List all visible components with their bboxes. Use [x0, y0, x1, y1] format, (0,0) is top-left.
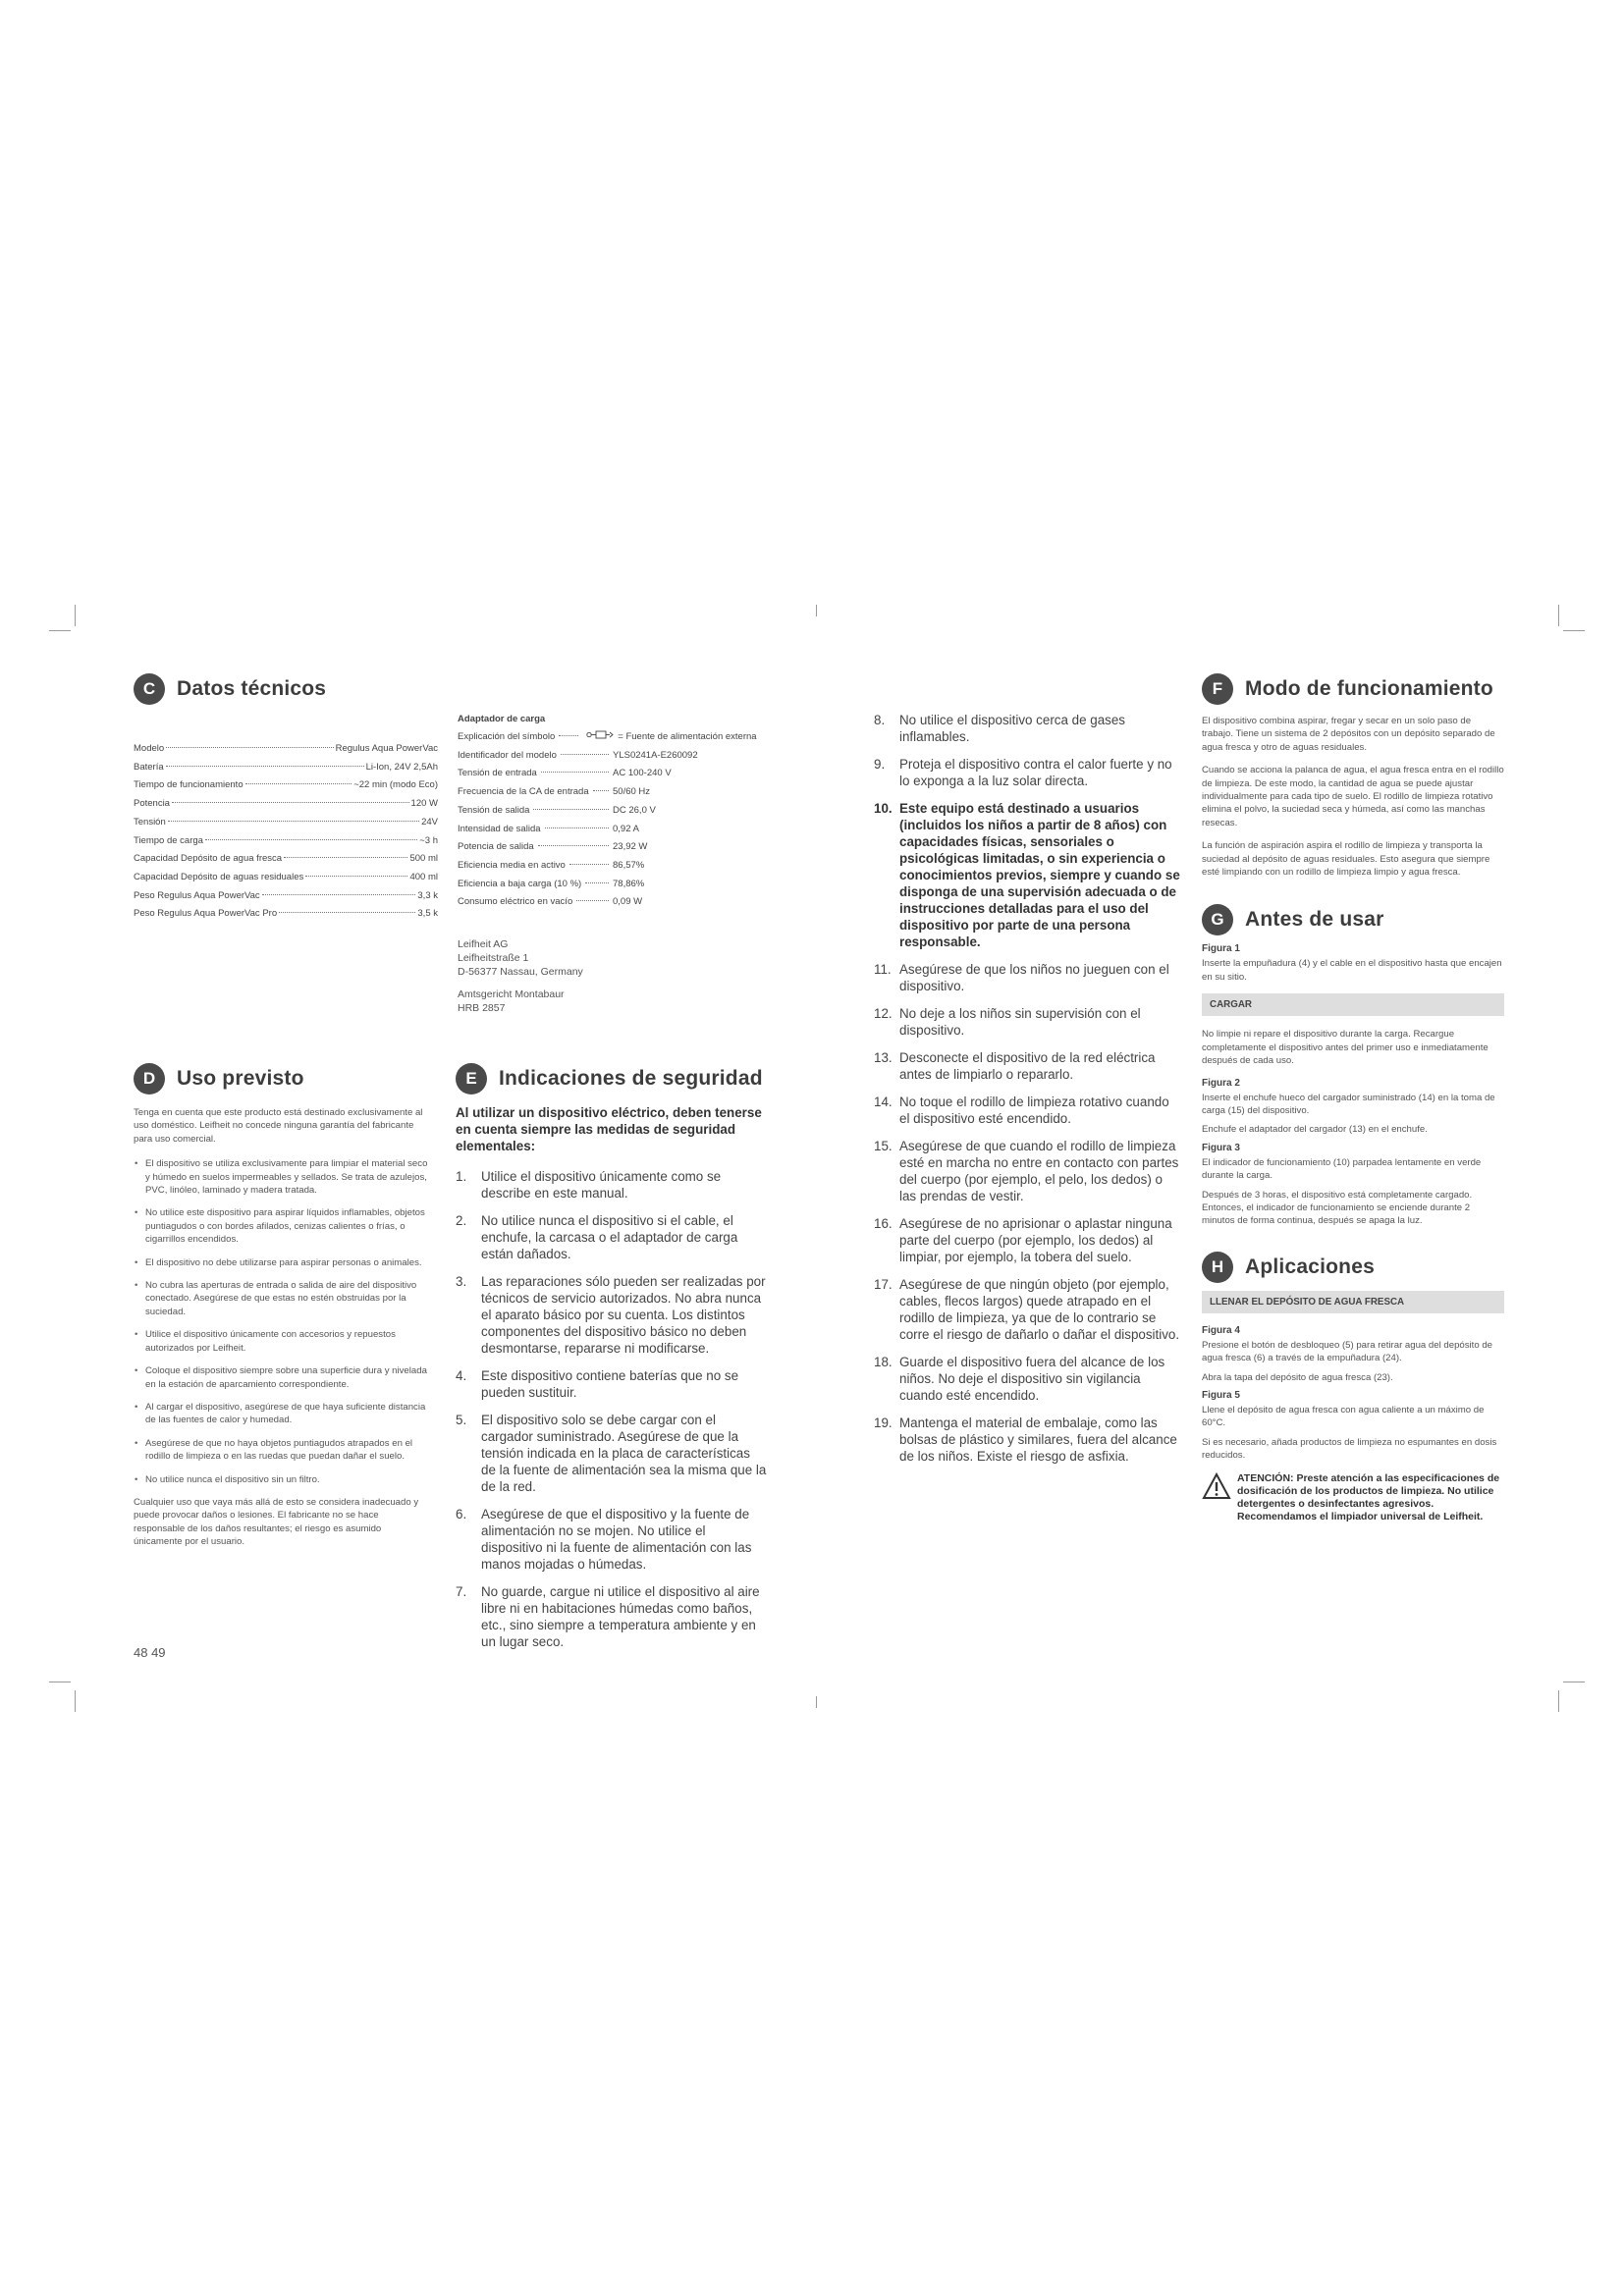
company-address [458, 937, 772, 1015]
safety-item-text: No guarde, cargue ni utilice el dispositivo al aire libre ni en habitaciones húmedas como baños, etc., sino siempre a temperatura ambiente y en un lugar seco. [481, 1584, 760, 1649]
safety-item-text: El dispositivo solo se debe cargar con el cargador suministrado. Asegúrese de que la tensión indicada en la placa de características de la fuente de alimentación sea la misma que la de la red. [481, 1413, 767, 1494]
section-title: Uso previsto [177, 1067, 304, 1090]
spec-row [134, 832, 438, 851]
adapter-label: Consumo eléctrico en vacío [458, 893, 613, 912]
safety-item [874, 800, 1182, 950]
section-title: Indicaciones de seguridad [499, 1067, 763, 1090]
leader-dots [538, 845, 609, 846]
intro-paragraph: Tenga en cuenta que este producto está destinado exclusivamente al uso doméstico. Leifheit no concede ninguna garantía del fabricante para uso comercial. [134, 1107, 423, 1145]
safety-item-text: No utilice nunca el dispositivo si el cable, el enchufe, la carcasa o el adaptador de carga están dañados. [481, 1213, 738, 1261]
figure-label: Figura 5 [1202, 1389, 1240, 1401]
safety-item-number: 7. [456, 1584, 467, 1599]
safety-item-number: 10. [874, 801, 893, 816]
safety-item-text: Las reparaciones sólo pueden ser realizadas por técnicos de servicio autorizados. No abra nunca el aparato básico por su cuenta. Los distintos componentes del dispositivo básico no deben desmontarse, repararse ni modificarse. [481, 1274, 766, 1356]
crop-mark [816, 1696, 817, 1708]
safety-list-continued [874, 712, 1182, 1475]
spec-value: ~3 h [419, 834, 438, 846]
spec-table [134, 740, 438, 924]
usage-bullet: • Coloque el dispositivo siempre sobre una superficie dura y nivelada en la estación de aparcamiento correspondiente. [134, 1364, 432, 1391]
section-letter-badge: G [1202, 904, 1233, 935]
safety-item-text: Asegúrese de no aprisionar o aplastar ninguna parte del cuerpo (por ejemplo, los dedos) al limpiar, por ejemplo, la tobera del suelo. [899, 1216, 1172, 1264]
adapter-label: Eficiencia media en activo [458, 857, 613, 876]
section-heading [1202, 673, 1504, 705]
spec-label: Tiempo de carga [134, 834, 203, 846]
figure-label: Figura 2 [1202, 1077, 1240, 1089]
section-antes-de-usar [1202, 904, 1504, 1227]
mode-paragraphs [1202, 715, 1504, 879]
adapter-value: AC 100-240 V [613, 768, 672, 779]
usage-bullet: • Al cargar el dispositivo, asegúrese de que haya suficiente distancia de las fuentes de calor y humedad. [134, 1401, 432, 1427]
safety-item-number: 5. [456, 1413, 467, 1427]
safety-item [874, 1276, 1182, 1343]
leader-dots [541, 772, 609, 773]
safety-item [874, 1415, 1182, 1465]
usage-bullet: • No utilice este dispositivo para aspirar líquidos inflamables, objetos puntiagudos o con bordes afilados, cenizas calientes o frías, o cigarrillos encendidos. [134, 1206, 432, 1246]
spec-label: Modelo [134, 743, 165, 754]
safety-item [874, 961, 1182, 994]
safety-item-text: Este dispositivo contiene baterías que no se pueden sustituir. [481, 1368, 739, 1400]
spec-value: 400 ml [409, 871, 438, 882]
safety-item-number: 17. [874, 1277, 893, 1292]
figure-text: Presione el botón de desbloqueo (5) para retirar agua del depósito de agua fresca (6) a través de la empuñadura (24). [1202, 1339, 1493, 1364]
adapter-symbol-row [458, 728, 772, 747]
safety-item [874, 1215, 1182, 1265]
safety-item-number: 2. [456, 1213, 467, 1228]
subsection-bar: LLENAR EL DEPÓSITO DE AGUA FRESCA [1202, 1291, 1504, 1313]
section-heading [134, 673, 438, 705]
address-line: D-56377 Nassau, Germany [458, 966, 583, 979]
figure-text: Abra la tapa del depósito de agua fresca (23). [1202, 1371, 1393, 1383]
mode-paragraph: El dispositivo combina aspirar, fregar y secar en un solo paso de trabajo. Tiene un sistema de 2 depósitos con un depósito separado de agua fresca y otro de aguas residuales. [1202, 716, 1495, 753]
safety-item-text: Proteja el dispositivo contra el calor fuerte y no lo exponga a la luz solar directa. [899, 757, 1172, 788]
section-indicaciones-seguridad [456, 1063, 768, 1661]
usage-bullet: • No cubra las aperturas de entrada o salida de aire del dispositivo conectado. Asegúrese de que estas no estén obstruidas por la suciedad. [134, 1279, 432, 1318]
leader-dots [559, 735, 578, 736]
usage-bullet: • El dispositivo no debe utilizarse para aspirar personas o animales. [134, 1256, 432, 1269]
figure-text: El indicador de funcionamiento (10) parpadea lentamente en verde durante la carga. [1202, 1156, 1482, 1182]
adapter-row [458, 747, 772, 766]
leader-dots [166, 747, 333, 748]
safety-item-number: 12. [874, 1006, 893, 1021]
adapter-symbol-value: = Fuente de alimentación externa [618, 731, 757, 742]
adapter-row [458, 783, 772, 802]
safety-item-text: Desconecte el dispositivo de la red eléctrica antes de limpiarlo o repararlo. [899, 1050, 1156, 1082]
safety-item-text: Mantenga el material de embalaje, como las bolsas de plástico y similares, fuera del alcance de los niños. Existe el riesgo de asfixia. [899, 1415, 1177, 1464]
safety-item [456, 1212, 768, 1262]
crop-mark [1558, 605, 1559, 626]
safety-item [874, 712, 1182, 745]
safety-intro: Al utilizar un dispositivo eléctrico, deben tenerse en cuenta siempre las medidas de seguridad elementales: [456, 1105, 762, 1153]
spec-value: Regulus Aqua PowerVac [335, 743, 438, 754]
safety-item [874, 1005, 1182, 1039]
leader-dots [533, 809, 609, 810]
section-letter-badge: H [1202, 1252, 1233, 1283]
adapter-value: 50/60 Hz [613, 786, 651, 798]
safety-item [456, 1412, 768, 1495]
address-line [458, 979, 772, 988]
section-heading [456, 1063, 768, 1095]
usage-bullet: • Asegúrese de que no haya objetos puntiagudos atrapados en el rodillo de limpieza o en las ruedas que puedan dañar el suelo. [134, 1437, 432, 1464]
safety-item [456, 1506, 768, 1573]
address-line: Leifheitstraße 1 [458, 952, 529, 965]
leader-dots [284, 857, 407, 858]
section-heading [1202, 904, 1504, 935]
section-title: Modo de funcionamiento [1245, 677, 1493, 700]
safety-item-text: Utilice el dispositivo únicamente como se describe en este manual. [481, 1169, 722, 1201]
leader-dots [245, 783, 352, 784]
leader-dots [593, 790, 609, 791]
safety-item-text: Asegúrese de que cuando el rodillo de limpieza esté en marcha no entre en contacto con partes del cuerpo (por ejemplo, el pelo, los dedos) o las prendas de vestir. [899, 1139, 1179, 1203]
spec-value: 3,3 k [417, 889, 438, 901]
subsection-bar: CARGAR [1202, 993, 1504, 1016]
figure-label: Figura 3 [1202, 1142, 1240, 1153]
safety-item [874, 756, 1182, 789]
figure-text: Llene el depósito de agua fresca con agua caliente a un máximo de 60°C. [1202, 1404, 1485, 1429]
adapter-title: Adaptador de carga [458, 714, 546, 724]
safety-item-number: 3. [456, 1274, 467, 1289]
safety-item [456, 1583, 768, 1650]
page-numbers: 48 49 [134, 1645, 166, 1660]
section-aplicaciones [1202, 1252, 1504, 1523]
figure-label: Figura 1 [1202, 943, 1240, 955]
safety-item-number: 9. [874, 757, 886, 772]
adapter-value: DC 26,0 V [613, 804, 656, 816]
adapter-value: 86,57% [613, 859, 645, 871]
figure-text: Inserte el enchufe hueco del cargador suministrado (14) en la toma de carga (15) del dispositivo. [1202, 1092, 1495, 1116]
adapter-symbol-label: Explicación del símbolo [458, 731, 556, 742]
spec-value: 120 W [410, 798, 438, 810]
safety-item-number: 6. [456, 1507, 467, 1522]
leader-dots [576, 900, 609, 901]
section-datos-tecnicos [134, 673, 438, 924]
safety-item-number: 16. [874, 1216, 893, 1231]
spec-label: Batería [134, 761, 164, 773]
adapter-label: Frecuencia de la CA de entrada [458, 783, 613, 802]
section-heading [1202, 1252, 1504, 1283]
leader-dots [279, 912, 415, 913]
safety-item-number: 13. [874, 1050, 893, 1065]
section-uso-previsto [134, 1063, 432, 1559]
adapter-value: 0,92 A [613, 823, 639, 834]
adapter-row [458, 765, 772, 783]
adapter-row [458, 821, 772, 839]
safety-item [874, 1354, 1182, 1404]
leader-dots [168, 821, 419, 822]
spec-row [134, 759, 438, 777]
leader-dots [569, 864, 609, 865]
warning-box [1202, 1472, 1504, 1523]
safety-item-text: No utilice el dispositivo cerca de gases inflamables. [899, 713, 1125, 744]
safety-item-text: Asegúrese de que el dispositivo y la fuente de alimentación no se mojen. No utilice el dispositivo ni la fuente de alimentación con las manos mojadas o húmedas. [481, 1507, 752, 1572]
safety-item-number: 4. [456, 1368, 467, 1383]
spec-row [134, 887, 438, 906]
safety-item [874, 1049, 1182, 1083]
address-line: Leifheit AG [458, 938, 509, 951]
safety-item-text: No toque el rodillo de limpieza rotativo cuando el dispositivo esté encendido. [899, 1095, 1169, 1126]
spec-row [134, 905, 438, 924]
adapter-value: 0,09 W [613, 896, 643, 908]
mode-paragraph: La función de aspiración aspira el rodillo de limpieza y transporta la suciedad al depósito de aguas residuales. Esto asegura que siempre esté limpiando con un rodillo de limpieza limpio y agua fresca. [1202, 840, 1490, 879]
adapter-label: Identificador del modelo [458, 747, 613, 766]
adapter-row [458, 802, 772, 821]
spec-label: Tensión [134, 816, 166, 828]
spec-label: Capacidad Depósito de aguas residuales [134, 871, 304, 882]
section-modo-funcionamiento [1202, 673, 1504, 1523]
spec-label: Tiempo de funcionamiento [134, 779, 244, 791]
spec-value: 500 ml [409, 853, 438, 865]
safety-item-number: 19. [874, 1415, 893, 1430]
section-letter-badge: D [134, 1063, 165, 1095]
safety-item-text: Este equipo está destinado a usuarios (incluidos los niños a partir de 8 años) con capacidades físicas, sensoriales o psicológicas limitadas, o sin experiencia o conocimientos previos, siempre y cuando se disponga de una supervisión adecuada o de instrucciones detalladas para el uso del dispositivo por parte de una persona responsable. [899, 801, 1180, 949]
crop-mark [49, 630, 71, 631]
safety-item [874, 1138, 1182, 1204]
closing-paragraph: Cualquier uso que vaya más allá de esto se considera inadecuado y puede provocar daños o lesiones. El fabricante no se hace responsable de los daños resultantes; el riesgo es asumido únicamente por el usuario. [134, 1496, 419, 1548]
figure-text: Inserte la empuñadura (4) y el cable en el dispositivo hasta que encajen en su sitio. [1202, 958, 1502, 983]
section-title: Datos técnicos [177, 677, 327, 700]
figure-text: Si es necesario, añada productos de limpieza no espumantes en dosis reducidos. [1202, 1436, 1497, 1462]
spec-row [134, 850, 438, 869]
adapter-value: 78,86% [613, 878, 645, 889]
section-title: Aplicaciones [1245, 1255, 1375, 1278]
leader-dots [305, 876, 407, 877]
leader-dots [585, 882, 609, 883]
spec-row [134, 869, 438, 887]
crop-mark [1558, 1690, 1559, 1712]
adapter-row [458, 876, 772, 894]
spec-row [134, 814, 438, 832]
adapter-label: Tensión de entrada [458, 765, 613, 783]
spec-label: Capacidad Depósito de agua fresca [134, 853, 283, 865]
usage-bullet: • El dispositivo se utiliza exclusivamente para limpiar el material seco y húmedo en suelos impermeables y sellados. Se trata de azulejos, PVC, linóleo, laminado y madera tratada. [134, 1157, 432, 1197]
mode-paragraph: Cuando se acciona la palanca de agua, el agua fresca entra en el rodillo de limpieza. De este modo, la cantidad de agua se puede ajustar individualmente para cada tipo de suelo. El rodillo de limpieza rotativo elimina el polvo, la suciedad seca y húmeda, así como las manchas resecas. [1202, 765, 1504, 828]
safety-item-text: Asegúrese de que los niños no jueguen con el dispositivo. [899, 962, 1169, 993]
leader-dots [262, 894, 416, 895]
figure-label: Figura 4 [1202, 1324, 1240, 1336]
section-heading [134, 1063, 432, 1095]
usage-bullet-list [134, 1157, 432, 1486]
external-power-supply-icon [585, 730, 615, 739]
safety-item-text: Guarde el dispositivo fuera del alcance de los niños. No deje el dispositivo sin vigilancia cuando esté encendido. [899, 1355, 1165, 1403]
adapter-row [458, 838, 772, 857]
safety-list-part-2 [874, 712, 1182, 1465]
spec-label: Peso Regulus Aqua PowerVac [134, 889, 260, 901]
leader-dots [172, 802, 409, 803]
adapter-row [458, 893, 772, 912]
adapter-value: 23,92 W [613, 841, 648, 853]
adapter-label: Tensión de salida [458, 802, 613, 821]
safety-item [456, 1168, 768, 1201]
spec-value: Li-Ion, 24V 2,5Ah [365, 761, 438, 773]
charge-note: No limpie ni repare el dispositivo durante la carga. Recargue completamente el dispositivo antes del primer uso e inmediatamente después de cada uso. [1202, 1029, 1489, 1067]
safety-item-number: 18. [874, 1355, 893, 1369]
usage-bullet: • No utilice nunca el dispositivo sin un filtro. [134, 1473, 432, 1486]
spec-row [134, 795, 438, 814]
safety-item-number: 15. [874, 1139, 893, 1153]
safety-item-number: 11. [874, 962, 892, 977]
leader-dots [561, 754, 609, 755]
warning-text: ATENCIÓN: Preste atención a las especificaciones de dosificación de los productos de limpieza. No utilice detergentes o desinfectantes agresivos. Recomendamos el limpiador universal de Leifheit. [1237, 1471, 1500, 1522]
section-letter-badge: F [1202, 673, 1233, 705]
safety-item-text: Asegúrese de que ningún objeto (por ejemplo, cables, flecos largos) quede atrapado en el rodillo de limpieza, ya que de lo contrario se corre el riesgo de dañarlo o dañar el dispositivo. [899, 1277, 1180, 1342]
adapter-label: Eficiencia a baja carga (10 %) [458, 876, 613, 894]
spec-label: Potencia [134, 798, 170, 810]
section-letter-badge: E [456, 1063, 487, 1095]
crop-mark [816, 605, 817, 616]
safety-item-text: No deje a los niños sin supervisión con el dispositivo. [899, 1006, 1141, 1038]
leader-dots [205, 839, 417, 840]
safety-list-part-1 [456, 1168, 768, 1650]
spec-row [134, 776, 438, 795]
warning-triangle-icon [1202, 1472, 1231, 1500]
spec-value: 24V [421, 816, 438, 828]
adapter-table [458, 747, 772, 912]
safety-item [456, 1367, 768, 1401]
figure-text: Después de 3 horas, el dispositivo está completamente cargado. Entonces, el indicador de funcionamiento se enciende durante 2 minutos de forma continua, después se apaga la luz. [1202, 1189, 1473, 1227]
spec-value: ~22 min (modo Eco) [353, 779, 438, 791]
crop-mark [1563, 630, 1585, 631]
safety-item [874, 1094, 1182, 1127]
adapter-specs [458, 714, 772, 1015]
adapter-row [458, 857, 772, 876]
address-line: HRB 2857 [458, 1002, 506, 1015]
spec-label: Peso Regulus Aqua PowerVac Pro [134, 908, 278, 920]
crop-mark [75, 1690, 76, 1712]
safety-item-number: 8. [874, 713, 886, 727]
adapter-label: Potencia de salida [458, 838, 613, 857]
adapter-label: Intensidad de salida [458, 821, 613, 839]
usage-bullet: • Utilice el dispositivo únicamente con accesorios y repuestos autorizados por Leifheit. [134, 1328, 432, 1355]
crop-mark [75, 605, 76, 626]
spec-row [134, 740, 438, 759]
section-letter-badge: C [134, 673, 165, 705]
address-line: Amtsgericht Montabaur [458, 988, 565, 1001]
safety-item-number: 1. [456, 1169, 467, 1184]
safety-item-number: 14. [874, 1095, 893, 1109]
adapter-value: YLS0241A-E260092 [613, 749, 698, 761]
section-title: Antes de usar [1245, 908, 1384, 932]
figure-text: Enchufe el adaptador del cargador (13) en el enchufe. [1202, 1124, 1428, 1136]
spec-value: 3,5 k [417, 908, 438, 920]
safety-item [456, 1273, 768, 1357]
leader-dots [166, 766, 364, 767]
